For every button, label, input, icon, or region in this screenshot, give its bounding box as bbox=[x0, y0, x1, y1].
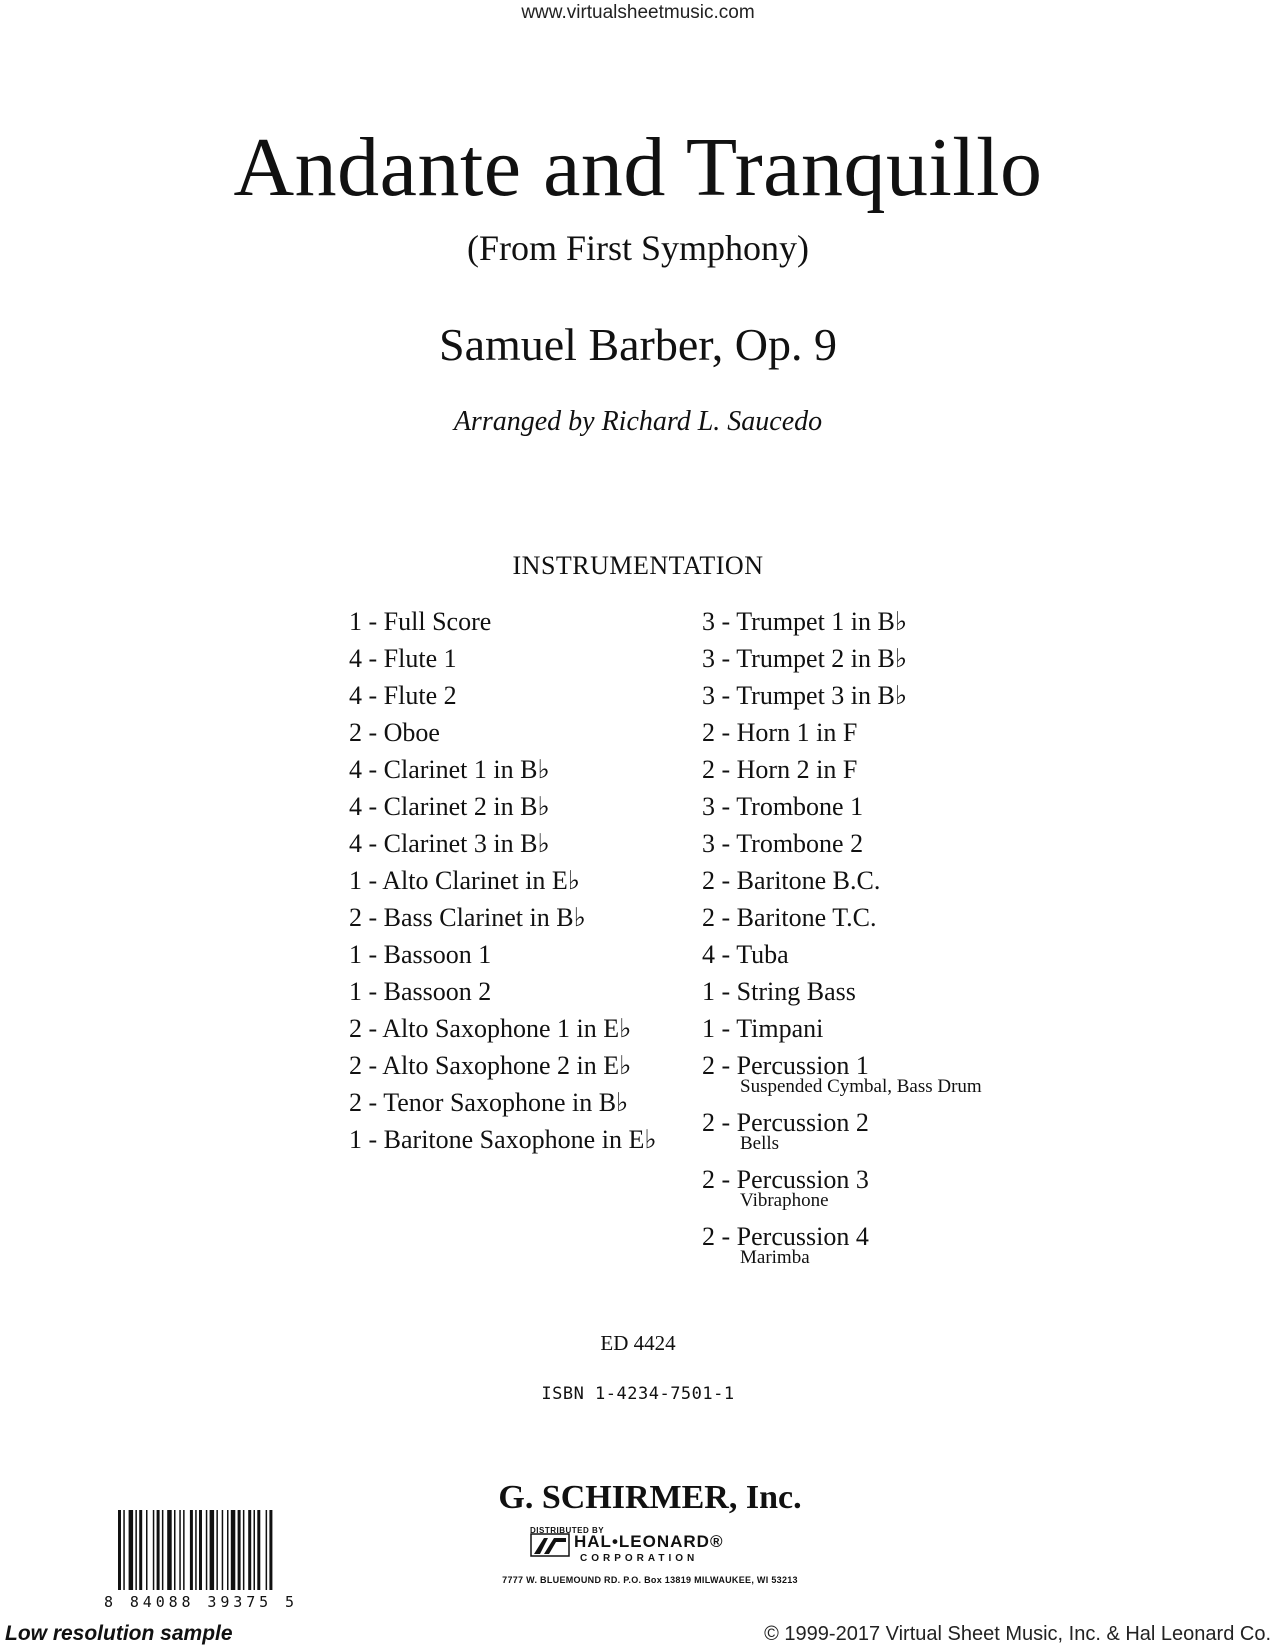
instrument-part: 2 - Percussion 1 bbox=[702, 1051, 869, 1080]
instrument-part: 2 - Horn 1 in F bbox=[702, 718, 858, 747]
instrument-part: 1 - Bassoon 2 bbox=[349, 977, 492, 1006]
instrument-part: 4 - Clarinet 1 in B♭ bbox=[349, 755, 550, 784]
copyright-notice: © 1999-2017 Virtual Sheet Music, Inc. & Hal Leonard Co. bbox=[764, 1623, 1271, 1645]
instrument-part: 1 - Full Score bbox=[349, 607, 492, 636]
barcode-icon bbox=[104, 1510, 300, 1610]
instrument-part: 3 - Trombone 2 bbox=[702, 829, 864, 858]
barcode-digits: 8 84088 39375 5 bbox=[104, 1593, 294, 1610]
instrument-part: 2 - Percussion 4 bbox=[702, 1222, 869, 1251]
instrument-part: 1 - Bassoon 1 bbox=[349, 940, 492, 969]
instrument-part: 2 - Baritone B.C. bbox=[702, 866, 881, 895]
edition-number: ED 4424 bbox=[600, 1331, 676, 1355]
distributor-name: HAL•LEONARD® bbox=[574, 1532, 724, 1551]
instrument-part: 4 - Flute 2 bbox=[349, 681, 457, 710]
instrument-part: 2 - Oboe bbox=[349, 718, 440, 747]
instrumentation-right-column bbox=[702, 603, 1042, 1275]
publisher-name: G. SCHIRMER, Inc. bbox=[498, 1479, 802, 1516]
instrument-part: 3 - Trumpet 1 in B♭ bbox=[702, 607, 908, 636]
instrumentation-left-column bbox=[349, 603, 689, 1158]
instrument-part: 3 - Trumpet 3 in B♭ bbox=[702, 681, 908, 710]
isbn: ISBN 1-4234-7501-1 bbox=[541, 1384, 735, 1404]
distributor-suffix: CORPORATION bbox=[580, 1553, 699, 1564]
page-title: Andante and Tranquillo bbox=[233, 121, 1043, 214]
site-url[interactable]: www.virtualsheetmusic.com bbox=[521, 2, 755, 23]
instrument-part: 2 - Tenor Saxophone in B♭ bbox=[349, 1088, 629, 1117]
instrument-part: 4 - Flute 1 bbox=[349, 644, 457, 673]
instrument-part: 1 - String Bass bbox=[702, 977, 856, 1006]
instrument-part: 2 - Alto Saxophone 1 in E♭ bbox=[349, 1014, 632, 1043]
instrument-part: 4 - Tuba bbox=[702, 940, 789, 969]
instrument-part: 2 - Horn 2 in F bbox=[702, 755, 858, 784]
instrument-part-detail: Bells bbox=[740, 1133, 780, 1154]
instrument-part: 4 - Clarinet 2 in B♭ bbox=[349, 792, 550, 821]
instrument-part: 1 - Baritone Saxophone in E♭ bbox=[349, 1125, 657, 1154]
instrumentation-heading: INSTRUMENTATION bbox=[512, 551, 764, 580]
page-subtitle: (From First Symphony) bbox=[466, 228, 810, 268]
instrument-part: 2 - Percussion 2 bbox=[702, 1108, 869, 1137]
instrument-part-detail: Suspended Cymbal, Bass Drum bbox=[740, 1076, 982, 1097]
composer: Samuel Barber, Op. 9 bbox=[438, 319, 837, 370]
publisher-address: 7777 W. BLUEMOUND RD. P.O. Box 13819 MILWAUKEE, WI 53213 bbox=[502, 1575, 798, 1585]
instrument-part: 2 - Baritone T.C. bbox=[702, 903, 877, 932]
instrument-part: 2 - Bass Clarinet in B♭ bbox=[349, 903, 586, 932]
instrument-part: 2 - Alto Saxophone 2 in E♭ bbox=[349, 1051, 632, 1080]
distributed-by-label: DISTRIBUTED BY bbox=[530, 1526, 605, 1535]
hal-leonard-logo-icon bbox=[530, 1530, 570, 1558]
instrument-part: 1 - Timpani bbox=[702, 1014, 824, 1043]
instrument-part: 3 - Trumpet 2 in B♭ bbox=[702, 644, 908, 673]
instrument-part: 1 - Alto Clarinet in E♭ bbox=[349, 866, 581, 895]
instrument-part: 3 - Trombone 1 bbox=[702, 792, 864, 821]
barcode-graphic bbox=[104, 1510, 300, 1610]
arranger: Arranged by Richard L. Saucedo bbox=[453, 406, 823, 437]
instrument-part-detail: Marimba bbox=[740, 1247, 810, 1268]
instrument-part: 2 - Percussion 3 bbox=[702, 1165, 869, 1194]
instrument-part: 4 - Clarinet 3 in B♭ bbox=[349, 829, 550, 858]
low-resolution-notice: Low resolution sample bbox=[5, 1622, 233, 1645]
instrument-part-detail: Vibraphone bbox=[740, 1190, 829, 1211]
